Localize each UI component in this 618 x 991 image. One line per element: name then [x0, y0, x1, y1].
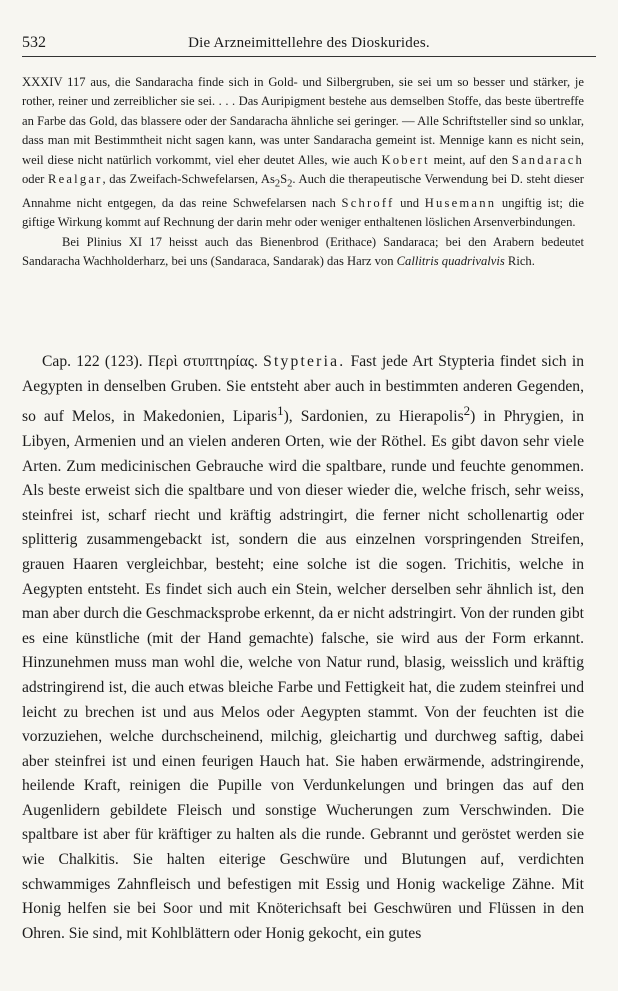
text-run: oder: [22, 172, 48, 187]
footnote-block: [22, 73, 584, 272]
italic-species-name: Callitris quadrivalvis: [396, 254, 505, 269]
subscript: 2: [274, 178, 281, 190]
text-run: S: [280, 172, 288, 187]
term-sandarach: Sandarach: [511, 152, 584, 167]
chapter-body: [22, 350, 584, 946]
author-name-kobert: Kobert: [381, 152, 430, 167]
text-run: meint, auf den: [429, 152, 512, 167]
greek-title: Περὶ στυπτηρίας.: [147, 353, 258, 370]
subscript: 2: [287, 178, 293, 190]
footnote-marker-2: 2: [463, 403, 471, 419]
running-header: [22, 34, 596, 57]
text-run: Fast jede Art Stypteria findet sich in Aegypten in denselben Gruben. Sie entsteht aber auch in bestimmten anderen Gegenden, so auf Melos, in Makedonien, Liparis: [22, 353, 584, 426]
text-run: , das Zweifach-Schwefelarsen, As: [102, 172, 275, 187]
text-run: ) in Phrygien, in Libyen, Armenien und an vielen anderen Orten, wie der Röthel. Es gibt davon sehr viele Arten. Zum medicinischen Gebrauche wird die spaltbare, runde und feuchte genommen. Als beste erweist sich die spaltbare und von dieser wieder die, welche frisch, sehr weiss, steinfrei ist, scharf riecht und kräftig adstringirt, die ferner nicht schollenartig oder splitterig zusammengebackt ist, sondern die aus einzelnen vorspringenden Streifen, grauen Haaren vergleichbar, besteht; eine solche ist die sogen. Trichitis, welche in Aegypten entsteht. Es findet sich auch ein Stein, welcher derselben sehr ähnlich ist, den man aber durch die Geschmacksprobe erkennt, da er nicht adstringirt. Von der runden gibt es eine künstliche (mit der Hand gemachte) falsche, sie wird aus der Form erkannt. Hinzunehmen muss man wohl die, welche von Natur rund, blasig, weisslich und kräftig adstringirend ist, die auch etwas bleiche Farbe und Fettigkeit hat, die zudem steinfrei und leicht zu brechen ist und aus Melos oder Aegypten stammt. Von der feuchten ist die vorzuziehen, welche durchscheinend, milchig, gleichartig und durchweg saftig, dabei aber steinfrei ist und einen feurigen Hauch hat. Sie haben erwärmende, adstringirende, heilende Kraft, reinigen die Pupille von Verdunkelungen und bringen das auf den Augenlidern gebildete Fleisch und sonstige Wucherungen zum Verschwinden. Die spaltbare ist aber für kräftiger zu halten als die runde. Gebrannt und geröstet werden sie wie Chalkitis. Sie halten eiterige Geschwüre und Blutungen auf, verdichten schwammiges Zahnfleisch und befestigen mit Essig und Honig wackelige Zähne. Mit Honig helfen sie bei Soor und mit Knöterichsaft bei Geschwüren und Flüssen in den Ohren. Sie sind, mit Kohlblättern oder Honig gekocht, ein gutes: [22, 408, 585, 942]
text-run: . Auch die therapeutische Verwendung bei D. steht dieser Annahme nicht entgegen, da das reine Schwefelarsen nach: [22, 172, 584, 210]
author-name-schroff: Schroff: [341, 195, 395, 210]
term-realgar: Realgar: [47, 172, 103, 187]
note-paragraph-2: [22, 233, 584, 272]
text-run: Rich.: [504, 254, 535, 269]
chapter-title: Stypteria.: [263, 353, 346, 370]
text-run: und: [394, 195, 425, 210]
running-title: Die Arzneimittellehre des Dioskurides.: [188, 35, 430, 51]
author-name-husemann: Husemann: [424, 195, 497, 210]
page-number: 532: [22, 34, 46, 51]
chapter-paragraph: [22, 350, 584, 946]
note-paragraph-1: [22, 73, 584, 233]
text-run: Bei Plinius XI 17 heisst auch das Bienenbrod (Erithace) Sandaraca; bei den Arabern bedeutet Sandaracha Wachholderharz, bei uns (Sandaraca, Sandarak) das Harz von: [22, 234, 584, 269]
text-run: ungiftig ist; die giftige Wirkung kommt auf Rechnung der darin mehr oder weniger enthaltenen löslichen Arsenverbindungen.: [22, 195, 585, 230]
footnote-marker-1: 1: [277, 403, 284, 419]
text-run: ), Sardonien, zu Hierapolis: [283, 408, 464, 426]
text-run: XXXIV 117 aus, die Sandaracha finde sich in Gold- und Silbergruben, sie sei um so besser und stärker, je rother, reiner und zerreiblicher sie sei. . . . Das Auripigment bestehe aus demselben Stoffe, das beste übertreffe an Farbe das Gold, das blassere oder der Sandaracha ähnliche sei geringer. — Alle Schriftsteller sind so unklar, dass man mit Bestimmtheit nicht sagen kann, was unter Sandaracha gemeint ist. Mennige kann es nicht sein, weil diese nicht natürlich vorkommt, viel eher deutet Alles, wie auch: [22, 75, 584, 167]
chapter-heading: Cap. 122 (123).: [42, 353, 143, 370]
